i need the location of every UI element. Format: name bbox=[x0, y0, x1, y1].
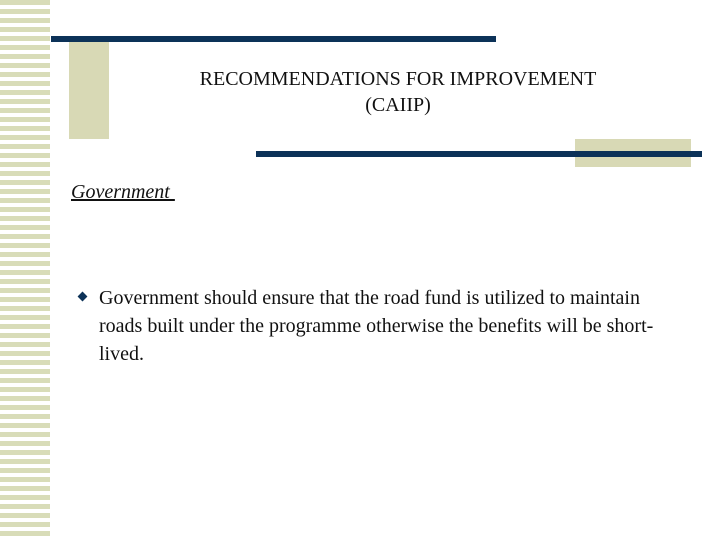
diamond-bullet-icon bbox=[78, 292, 88, 302]
decorative-side-stripe bbox=[0, 0, 50, 540]
bullet-item bbox=[78, 284, 678, 368]
slide-title bbox=[120, 66, 676, 118]
slide-title-line1: RECOMMENDATIONS FOR IMPROVEMENT bbox=[199, 68, 597, 90]
decorative-rule-top bbox=[51, 36, 496, 42]
decorative-block-left bbox=[69, 40, 109, 139]
bullet-list bbox=[78, 284, 678, 368]
bullet-text: Government should ensure that the road fund is utilized to maintain roads built under the programme otherwise the benefits will be short-lived. bbox=[99, 287, 654, 365]
slide-subheading: Government bbox=[71, 181, 175, 203]
slide-title-line2: (CAIIP) bbox=[365, 94, 431, 116]
decorative-rule-bottom bbox=[256, 151, 702, 157]
